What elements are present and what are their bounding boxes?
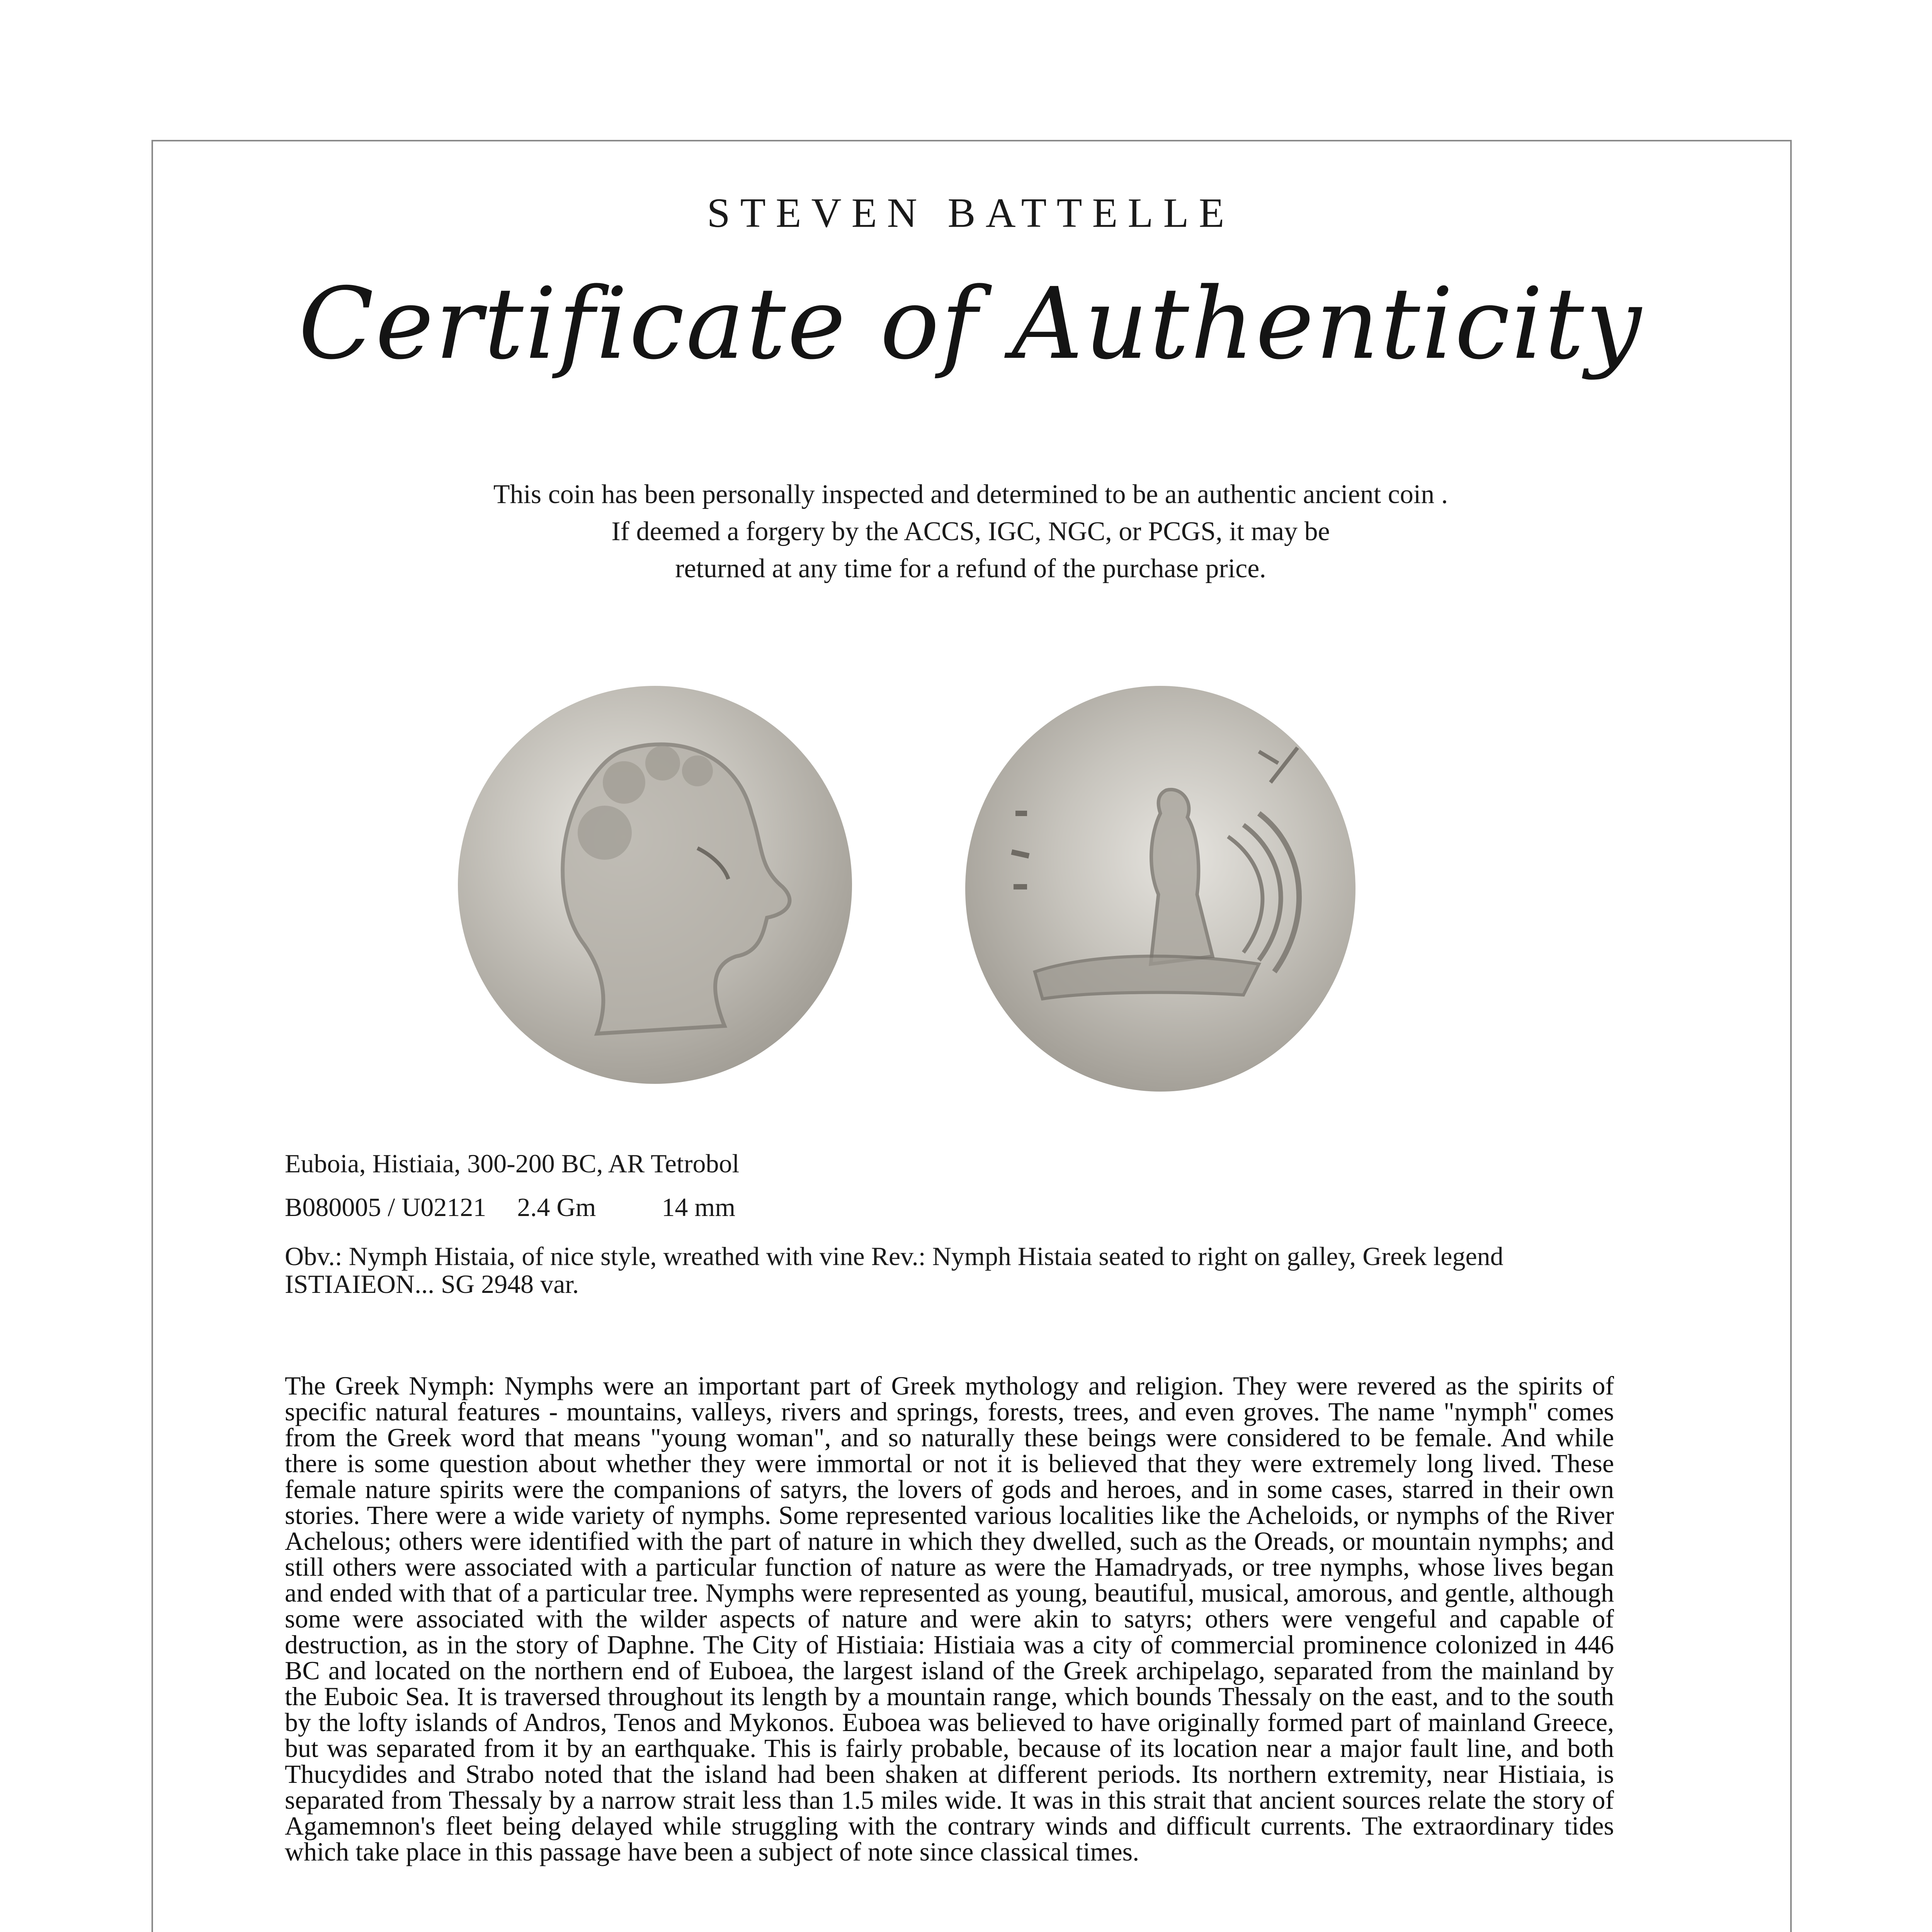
nymph-head-relief-icon <box>458 686 852 1084</box>
coin-description: Obv.: Nymph Histaia, of nice style, wreathed with vine Rev.: Nymph Histaia seated to right on galley, Greek legend ISTIAIEON... SG 2948 var. <box>285 1242 1503 1299</box>
historical-text: The Greek Nymph: Nymphs were an important part of Greek mythology and religion. They were revered as the spirits of specific natural features - mountains, valleys, rivers and springs, forests, trees, and even groves. The name "nymph" comes from the Greek word that means "young woman", and so naturally these beings were considered to be female. And while there is some question about whether they were immortal or not it is believed that they were extremely long lived. These female nature spirits were the companions of satyrs, the lovers of gods and heroes, and in some cases, starred in their own stories. There were a wide variety of nymphs. Some represented various localities like the Acheloids, or nymphs of the River Achelous; others were identified with the part of nature in which they dwelled, such as the Oreads, or mountain nymphs; and still others were associated with a particular function of nature as were the Hamadryads, or tree nymphs, whose lives began and ended with that of a particular tree. Nymphs were represented as young, beautiful, musical, amorous, and gentle, although some were associated with the wilder aspects of nature and were akin to satyrs; others were vengeful and capable of destruction, as in the story of Daphne. The City of Histiaia: Histiaia was a city of commercial prominence colonized in 446 BC and located on the northern end of Euboea, the largest island of the Greek archipelago, separated from the mainland by the Euboic Sea. It is traversed throughout its length by a mountain range, which bounds Thessaly on the east, and to the south by the lofty islands of Andros, Tenos and Mykonos. Euboea was believed to have originally formed part of mainland Greece, but was separated from it by an earthquake. This is fairly probable, because of its location near a major fault line, and both Thucydides and Strabo noted that the island had been shaken at different periods. Its northern extremity, near Histiaia, is separated from Thessaly by a narrow strait less than 1.5 miles wide. It was in this strait that ancient sources relate the story of Agamemnon's fleet being delayed while struggling with the contrary winds and difficult currents. The extraordinary tides which take place in this passage have been a subject of note since classical times. <box>285 1371 1614 1866</box>
coin-weight: 2.4 Gm <box>517 1192 596 1222</box>
intro-line-2: If deemed a forgery by the ACCS, IGC, NGC, or PCGS, it may be <box>611 517 1330 546</box>
certificate-title: Certificate of Authenticity <box>298 267 1643 381</box>
intro-line-1: This coin has been personally inspected and determined to be an authentic ancient coin . <box>493 480 1448 509</box>
intro-statement <box>0 476 1932 587</box>
coin-specs <box>285 1192 735 1223</box>
nymph-on-galley-relief-icon <box>965 686 1355 1092</box>
coin-reverse-image <box>965 686 1355 1092</box>
brand-name: STEVEN BATTELLE <box>707 190 1235 236</box>
intro-line-3: returned at any time for a refund of the purchase price. <box>675 554 1266 583</box>
coin-obverse-image <box>458 686 852 1084</box>
coin-size: 14 mm <box>662 1192 736 1222</box>
coin-title: Euboia, Histiaia, 300-200 BC, AR Tetrobol <box>285 1149 740 1178</box>
coin-id: B080005 / U02121 <box>285 1192 486 1222</box>
